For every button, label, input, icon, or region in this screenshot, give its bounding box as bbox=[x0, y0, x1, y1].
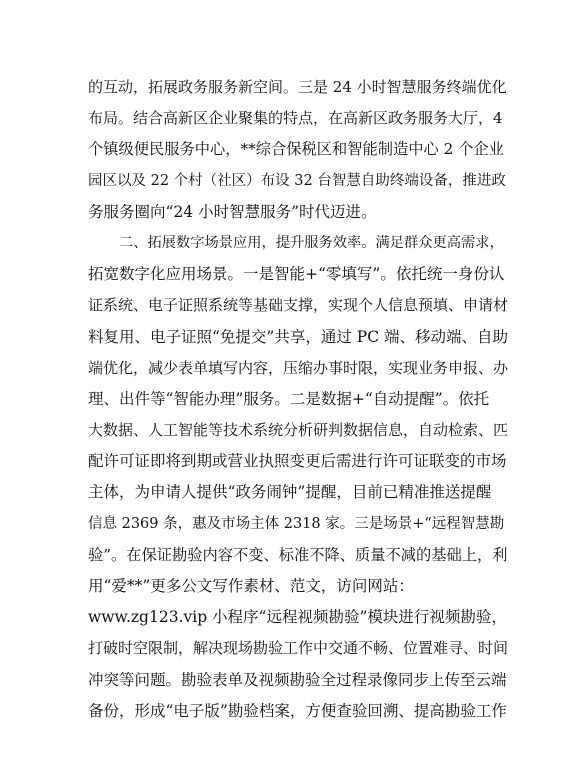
text-line bbox=[88, 477, 508, 508]
text-line bbox=[88, 259, 508, 290]
text-line-content: 打破时空限制，解决现场勘验工作中交通不畅、位置难寻、时间 bbox=[88, 639, 509, 658]
text-line-content: 料复用、电子证照“免提交”共享，通过 PC 端、移动端、自助 bbox=[88, 327, 508, 346]
text-line-content: 验”。在保证勘验内容不变、标准不降、质量不减的基础上，利 bbox=[88, 545, 508, 564]
text-line bbox=[88, 415, 508, 446]
text-line-content: www.zg123.vip 小程序“远程视频勘验”模块进行视频勘验， bbox=[88, 608, 507, 627]
text-line-content: 布局。结合高新区企业聚集的特点，在高新区政务服务大厅，4 bbox=[88, 109, 503, 128]
text-line-content: 主体，为申请人提供“政务闹钟”提醒，目前已精准推送提醒 bbox=[88, 483, 492, 502]
body-text bbox=[88, 72, 508, 727]
text-line bbox=[88, 134, 508, 165]
text-line bbox=[88, 446, 508, 477]
text-line-content: 配许可证即将到期或营业执照变更后需进行许可证联变的市场 bbox=[88, 452, 507, 471]
text-line bbox=[88, 571, 508, 602]
text-line bbox=[88, 197, 508, 228]
text-line bbox=[88, 353, 508, 384]
text-line-content: 园区以及 22 个村（社区）布设 32 台智慧自助终端设备，推进政 bbox=[88, 172, 506, 189]
text-line bbox=[88, 166, 508, 197]
text-line-content: 信息 2369 条，惠及市场主体 2318 家。三是场景+“远程智慧勘 bbox=[88, 515, 505, 532]
text-line bbox=[88, 72, 508, 103]
text-line-content: 证系统、电子证照系统等基础支撑，实现个人信息预填、申请材 bbox=[88, 296, 509, 315]
text-line-content: 冲突等问题。勘验表单及视频勘验全过程录像同步上传至云端 bbox=[88, 670, 507, 689]
text-line-content: 拓宽数字化应用场景。一是智能+“零填写”。依托统一身份认 bbox=[88, 265, 505, 284]
text-line bbox=[88, 696, 508, 727]
text-line-content: 端优化，减少表单填写内容，压缩办事时限，实现业务申报、办 bbox=[88, 358, 509, 377]
text-line-content: 用“爱**”更多公文写作素材、范文，访问网站： bbox=[88, 577, 414, 595]
text-line bbox=[88, 384, 508, 415]
paragraph-heading-line bbox=[88, 228, 508, 259]
text-line bbox=[88, 540, 508, 571]
text-line bbox=[88, 602, 508, 633]
text-line-content: 理、出件等“智能办理”服务。二是数据+“自动提醒”。依托 bbox=[88, 389, 490, 408]
text-line bbox=[88, 509, 508, 540]
text-line bbox=[88, 290, 508, 321]
text-line-content: 务服务圈向“24 小时智慧服务”时代迈进。 bbox=[88, 202, 377, 221]
text-line-content: 个镇级便民服务中心，**综合保税区和智能制造中心 2 个企业 bbox=[88, 140, 504, 159]
text-line-content: 大数据、人工智能等技术系统分析研判数据信息，自动检索、匹 bbox=[88, 421, 509, 440]
text-line bbox=[88, 633, 508, 664]
text-line bbox=[88, 322, 508, 353]
text-line-content: 备份，形成“电子版”勘验档案，方便查验回溯、提高勘验工作 bbox=[88, 701, 507, 720]
text-line-content: 的互动，拓展政务服务新空间。三是 24 小时智慧服务终端优化 bbox=[88, 78, 507, 96]
text-line bbox=[88, 665, 508, 696]
text-line-content: 二、拓展数字场景应用，提升服务效率。满足群众更高需求， bbox=[119, 234, 504, 251]
text-line bbox=[88, 103, 508, 134]
